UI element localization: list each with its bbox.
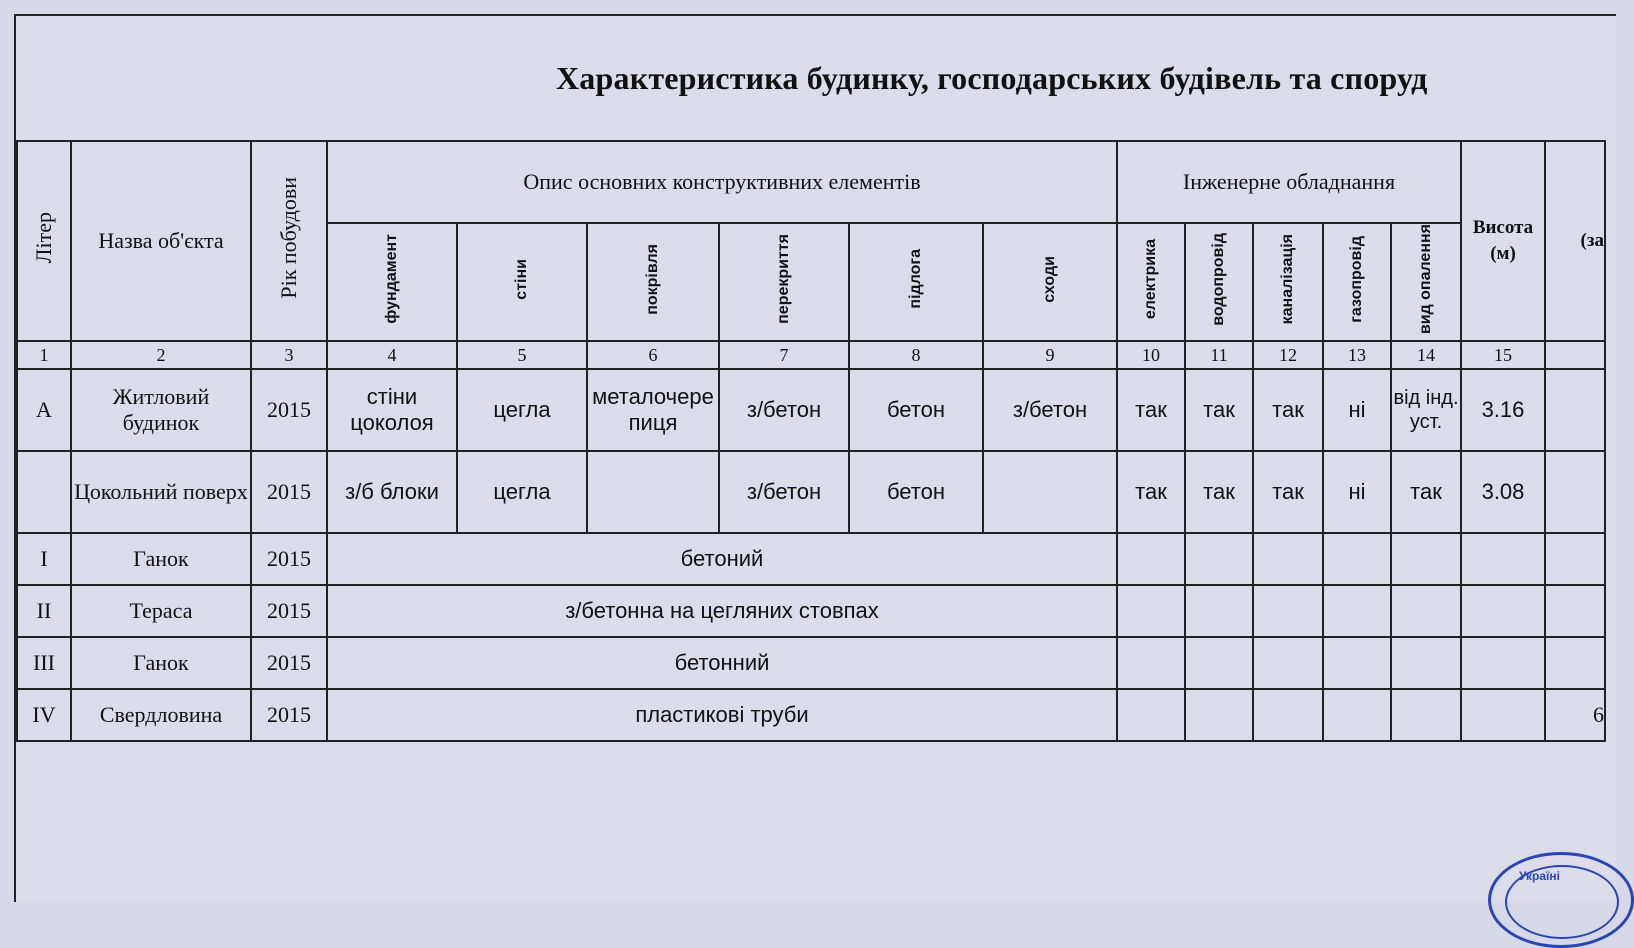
cell-heating: так [1391, 451, 1461, 533]
cell-empty [1253, 689, 1323, 741]
cell-liter: І [17, 533, 71, 585]
cell-blank [1545, 451, 1605, 533]
cell-gas: ні [1323, 369, 1391, 451]
cell-height: 3.08 [1461, 451, 1545, 533]
column-number: 9 [983, 341, 1117, 369]
header-engineering-group: Інженерне обладнання [1117, 141, 1461, 223]
column-number: 3 [251, 341, 327, 369]
cell-name: Тераса [71, 585, 251, 637]
cell-floor: бетон [849, 451, 983, 533]
column-number: 11 [1185, 341, 1253, 369]
cell-liter [17, 451, 71, 533]
header-floor: підлога [849, 223, 983, 341]
cell-merged-description: пластикові труби [327, 689, 1117, 741]
column-number-blank [1545, 341, 1605, 369]
cell-roof: металочере пиця [587, 369, 719, 451]
header-name: Назва об'єкта [71, 141, 251, 341]
cell-blank [1545, 369, 1605, 451]
table-row [17, 689, 1605, 741]
cell-sewer: так [1253, 369, 1323, 451]
cell-liter: ІІІ [17, 637, 71, 689]
cell-walls: цегла [457, 369, 587, 451]
cell-empty [1391, 689, 1461, 741]
cell-heating: від інд. уст. [1391, 369, 1461, 451]
table-row [17, 585, 1605, 637]
cell-name: Ганок [71, 637, 251, 689]
cell-empty [1117, 689, 1185, 741]
column-number: 14 [1391, 341, 1461, 369]
cell-foundation: з/б блоки [327, 451, 457, 533]
cell-empty [1323, 585, 1391, 637]
cell-empty [1391, 533, 1461, 585]
cell-water: так [1185, 451, 1253, 533]
document-sheet [14, 14, 1616, 902]
header-height: Висота (м) [1461, 141, 1545, 341]
table-row [17, 369, 1605, 451]
table-row [17, 533, 1605, 585]
header-ceiling: перекриття [719, 223, 849, 341]
cell-liter: ІІ [17, 585, 71, 637]
cell-year: 2015 [251, 533, 327, 585]
cell-empty [1461, 533, 1545, 585]
header-constructive-group: Опис основних конструктивних елементів [327, 141, 1117, 223]
cell-merged-description: бетоний [327, 533, 1117, 585]
cell-name: Цокольний поверх [71, 451, 251, 533]
cell-sewer: так [1253, 451, 1323, 533]
cell-empty [1545, 585, 1605, 637]
cell-year: 2015 [251, 689, 327, 741]
column-number: 8 [849, 341, 983, 369]
column-number-row [17, 341, 1605, 369]
cell-name: Ганок [71, 533, 251, 585]
header-sewer: каналізація [1253, 223, 1323, 341]
cell-merged-description: бетонний [327, 637, 1117, 689]
cell-liter: IV [17, 689, 71, 741]
cell-empty [1185, 533, 1253, 585]
header-liter: Літер [17, 141, 71, 341]
cell-empty [1117, 585, 1185, 637]
cell-empty [1461, 689, 1545, 741]
cell-year: 2015 [251, 369, 327, 451]
column-number: 15 [1461, 341, 1545, 369]
cell-empty [1185, 637, 1253, 689]
characteristics-table [16, 140, 1606, 742]
cell-stairs: з/бетон [983, 369, 1117, 451]
cell-year: 2015 [251, 637, 327, 689]
header-year: Рік побудови [251, 141, 327, 341]
cell-name: Свердловина [71, 689, 251, 741]
cell-floor: бетон [849, 369, 983, 451]
header-row-1 [17, 141, 1605, 223]
header-walls: стіни [457, 223, 587, 341]
cell-empty [1323, 637, 1391, 689]
cell-empty [1185, 585, 1253, 637]
cell-empty [1391, 637, 1461, 689]
header-stairs: сходи [983, 223, 1117, 341]
column-number: 2 [71, 341, 251, 369]
cell-walls: цегла [457, 451, 587, 533]
cell-empty [1117, 533, 1185, 585]
header-gas: газопровід [1323, 223, 1391, 341]
cell-year: 2015 [251, 585, 327, 637]
cell-empty [1253, 533, 1323, 585]
cell-name: Житловий будинок [71, 369, 251, 451]
cell-liter: А [17, 369, 71, 451]
cell-height: 3.16 [1461, 369, 1545, 451]
cell-empty [1545, 637, 1605, 689]
table-row [17, 637, 1605, 689]
cell-empty [1185, 689, 1253, 741]
cell-empty [1253, 585, 1323, 637]
title-band [16, 16, 1602, 142]
cell-electric: так [1117, 451, 1185, 533]
header-heating: вид опалення [1391, 223, 1461, 341]
header-water: водопровід [1185, 223, 1253, 341]
column-number: 6 [587, 341, 719, 369]
header-electric: електрика [1117, 223, 1185, 341]
cell-empty [1323, 689, 1391, 741]
cell-foundation: стіни цоколоя [327, 369, 457, 451]
cell-stairs [983, 451, 1117, 533]
cell-year: 2015 [251, 451, 327, 533]
cell-merged-description: з/бетонна на цегляних стовпах [327, 585, 1117, 637]
column-number: 12 [1253, 341, 1323, 369]
cell-empty [1461, 637, 1545, 689]
column-number: 13 [1323, 341, 1391, 369]
column-number: 10 [1117, 341, 1185, 369]
cell-roof [587, 451, 719, 533]
cell-empty [1461, 585, 1545, 637]
official-stamp [1488, 852, 1634, 948]
cell-gas: ні [1323, 451, 1391, 533]
cell-electric: так [1117, 369, 1185, 451]
cell-empty [1391, 585, 1461, 637]
cell-water: так [1185, 369, 1253, 451]
cell-ceiling: з/бетон [719, 369, 849, 451]
cell-ceiling: з/бетон [719, 451, 849, 533]
header-foundation: фундамент [327, 223, 457, 341]
cell-empty [1253, 637, 1323, 689]
column-number: 7 [719, 341, 849, 369]
cell-partial-value: 6 [1545, 689, 1605, 741]
cell-empty [1117, 637, 1185, 689]
header-partial: (за [1545, 141, 1605, 341]
document-title: Характеристика будинку, господарських будівель та споруд [556, 60, 1428, 96]
column-number: 4 [327, 341, 457, 369]
cell-empty [1545, 533, 1605, 585]
header-roof: покрівля [587, 223, 719, 341]
column-number: 5 [457, 341, 587, 369]
stamp-text: Україні [1519, 869, 1560, 883]
column-number: 1 [17, 341, 71, 369]
cell-empty [1323, 533, 1391, 585]
table-row [17, 451, 1605, 533]
